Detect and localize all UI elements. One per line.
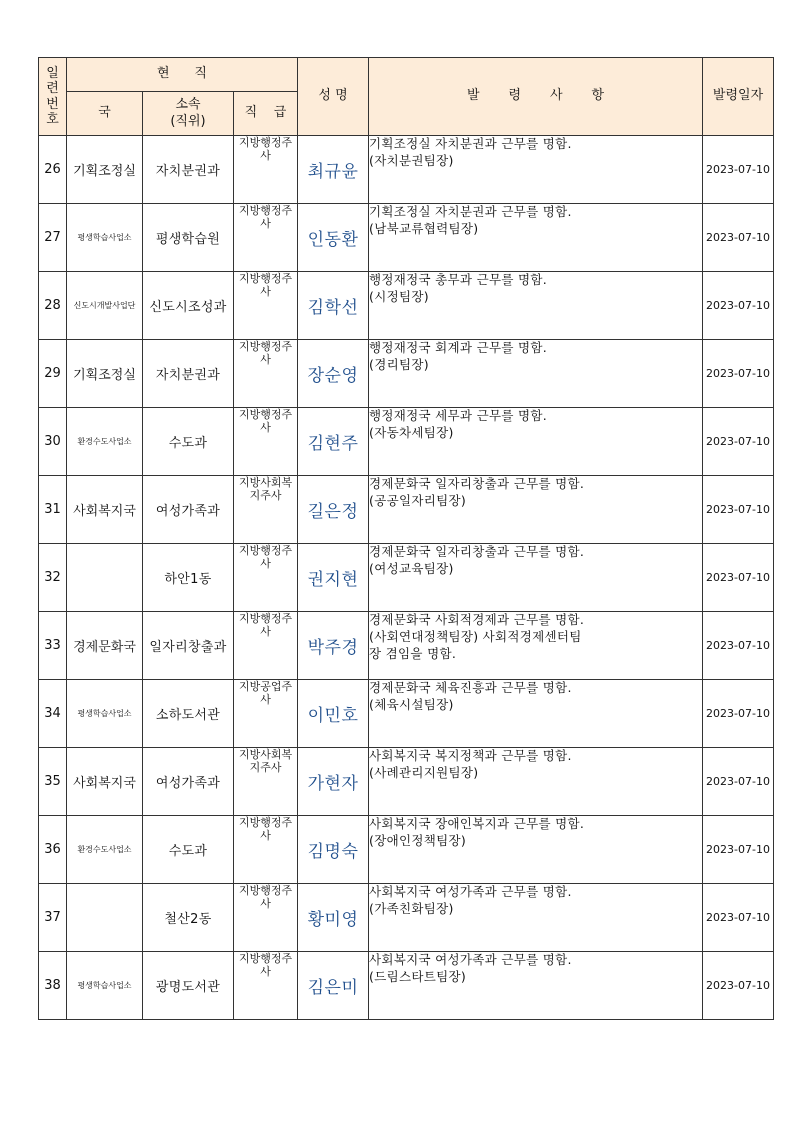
grade-cell [234,544,298,612]
grade-line: 사 [260,829,271,843]
bureau-cell: 경제문화국 [67,612,143,680]
grade-line: 지방행정주 [238,884,293,897]
order-line: (체육시설팀장) [369,696,454,712]
person-name-cell: 길은정 [298,476,369,544]
table-row [39,272,774,340]
order-date-cell: 2023-07-10 [703,408,774,476]
grade-line: 사 [260,897,271,911]
order-date-cell: 2023-07-10 [703,816,774,884]
bureau-header: 국 [67,92,143,136]
grade-cell [234,204,298,272]
order-details-cell [369,884,703,952]
affiliation-cell: 자치분권과 [143,340,234,408]
grade-line: 사 [260,217,271,231]
table-row [39,884,774,952]
grade-line: 지방행정주 [238,408,293,421]
grade-line: 지방행정주 [238,272,293,285]
grade-cell [234,272,298,340]
serial-number-cell: 36 [39,816,67,884]
order-date-cell: 2023-07-10 [703,748,774,816]
order-line: (남북교류협력팀장) [369,220,479,236]
grade-line: 지방행정주 [238,952,293,965]
order-date-cell: 2023-07-10 [703,544,774,612]
person-name-cell: 이민호 [298,680,369,748]
grade-line: 사 [260,353,271,367]
grade-cell [234,408,298,476]
order-line: (드림스타트팀장) [369,968,466,984]
affiliation-header [143,92,234,136]
affiliation-cell: 신도시조성과 [143,272,234,340]
grade-line: 지방행정주 [238,816,293,829]
order-date-cell: 2023-07-10 [703,340,774,408]
bureau-cell: 평생학습사업소 [67,204,143,272]
order-line: (시정팀장) [369,288,429,304]
order-date-cell: 2023-07-10 [703,680,774,748]
bureau-cell: 기획조정실 [67,340,143,408]
order-header: 발 령 사 항 [369,58,703,136]
affiliation-header-line2: (직위) [170,113,206,129]
person-name-cell: 장순영 [298,340,369,408]
person-name-cell: 김학선 [298,272,369,340]
order-line: 경제문화국 일자리창출과 근무를 명함. [369,544,585,559]
grade-line: 사 [260,625,271,639]
order-details-cell [369,272,703,340]
grade-cell [234,884,298,952]
order-line: (경리팀장) [369,356,429,372]
grade-cell [234,612,298,680]
grade-line: 지방사회복 [238,476,293,489]
order-line: (자동차세팀장) [369,424,454,440]
personnel-order-table [38,57,774,1020]
order-line: 사회복지국 여성가족과 근무를 명함. [369,952,572,967]
serial-char: 일 [46,65,59,81]
grade-cell [234,952,298,1020]
grade-cell [234,816,298,884]
grade-header: 직 급 [234,92,298,136]
serial-number-cell: 37 [39,884,67,952]
order-line: 장 겸임을 명함. [369,645,457,661]
bureau-cell: 기획조정실 [67,136,143,204]
order-line: 사회복지국 여성가족과 근무를 명함. [369,884,572,899]
order-details-cell [369,952,703,1020]
grade-cell [234,136,298,204]
grade-line: 사 [260,149,271,163]
person-name-cell: 최규윤 [298,136,369,204]
order-line: 경제문화국 사회적경제과 근무를 명함. [369,612,585,627]
order-details-cell [369,680,703,748]
bureau-cell [67,884,143,952]
table-row [39,136,774,204]
affiliation-cell: 여성가족과 [143,476,234,544]
bureau-cell: 환경수도사업소 [67,816,143,884]
bureau-cell: 사회복지국 [67,476,143,544]
order-line: 행정재정국 총무과 근무를 명함. [369,272,547,287]
order-date-cell: 2023-07-10 [703,272,774,340]
grade-cell [234,340,298,408]
affiliation-cell: 평생학습원 [143,204,234,272]
affiliation-cell: 일자리창출과 [143,612,234,680]
order-date-cell: 2023-07-10 [703,884,774,952]
order-line: (가족친화팀장) [369,900,454,916]
current-position-header: 현 직 [67,58,298,92]
affiliation-cell: 광명도서관 [143,952,234,1020]
person-name-cell: 인동환 [298,204,369,272]
order-details-cell [369,136,703,204]
order-line: 사회복지국 장애인복지과 근무를 명함. [369,816,585,831]
affiliation-cell: 수도과 [143,408,234,476]
order-details-cell [369,816,703,884]
serial-number-cell: 29 [39,340,67,408]
person-name-cell: 김은미 [298,952,369,1020]
order-details-cell [369,340,703,408]
order-line: 경제문화국 체육진흥과 근무를 명함. [369,680,572,695]
table-row [39,340,774,408]
order-details-cell [369,476,703,544]
grade-cell [234,748,298,816]
serial-number-cell: 33 [39,612,67,680]
table-body [39,136,774,1020]
order-line: 기획조정실 자치분권과 근무를 명함. [369,136,572,151]
person-name-cell: 황미영 [298,884,369,952]
grade-line: 사 [260,965,271,979]
table-row [39,748,774,816]
affiliation-cell: 하안1동 [143,544,234,612]
serial-number-cell: 32 [39,544,67,612]
serial-char: 련 [46,81,59,97]
table-header [39,58,774,136]
table-row [39,952,774,1020]
order-line: 행정재정국 회계과 근무를 명함. [369,340,547,355]
person-name-cell: 박주경 [298,612,369,680]
order-date-cell: 2023-07-10 [703,136,774,204]
table-row [39,612,774,680]
serial-number-header [39,58,67,136]
affiliation-cell: 철산2동 [143,884,234,952]
order-line: 행정재정국 세무과 근무를 명함. [369,408,547,423]
grade-line: 지방행정주 [238,204,293,217]
serial-number-cell: 26 [39,136,67,204]
order-line: (여성교육팀장) [369,560,454,576]
order-line: (공공일자리팀장) [369,492,466,508]
grade-line: 지주사 [249,761,282,775]
table-row [39,408,774,476]
order-details-cell [369,748,703,816]
table-row [39,204,774,272]
serial-number-cell: 27 [39,204,67,272]
grade-line: 지방행정주 [238,612,293,625]
affiliation-cell: 수도과 [143,816,234,884]
grade-line: 사 [260,285,271,299]
order-line: 경제문화국 일자리창출과 근무를 명함. [369,476,585,491]
grade-line: 지방행정주 [238,544,293,557]
serial-char: 번 [46,96,59,112]
bureau-cell [67,544,143,612]
affiliation-cell: 여성가족과 [143,748,234,816]
serial-char: 호 [46,111,59,127]
affiliation-header-line1: 소속 [175,97,201,113]
order-line: (사례관리지원팀장) [369,764,479,780]
name-header: 성 명 [298,58,369,136]
grade-cell [234,476,298,544]
grade-line: 사 [260,557,271,571]
serial-number-cell: 35 [39,748,67,816]
grade-line: 지주사 [249,489,282,503]
order-line: 기획조정실 자치분권과 근무를 명함. [369,204,572,219]
table-row [39,680,774,748]
serial-number-cell: 34 [39,680,67,748]
order-details-cell [369,544,703,612]
order-line: (사회연대정책팀장) 사회적경제센터팀 [369,628,582,644]
table-row [39,476,774,544]
grade-cell [234,680,298,748]
grade-line: 사 [260,693,271,707]
grade-line: 사 [260,421,271,435]
table-row [39,816,774,884]
bureau-cell: 사회복지국 [67,748,143,816]
serial-number-cell: 30 [39,408,67,476]
bureau-cell: 신도시개발사업단 [67,272,143,340]
serial-number-cell: 31 [39,476,67,544]
table-row [39,544,774,612]
serial-number-cell: 38 [39,952,67,1020]
serial-number-cell: 28 [39,272,67,340]
order-line: (자치분권팀장) [369,152,454,168]
affiliation-cell: 자치분권과 [143,136,234,204]
order-details-cell [369,408,703,476]
person-name-cell: 권지현 [298,544,369,612]
grade-line: 지방행정주 [238,136,293,149]
order-date-cell: 2023-07-10 [703,476,774,544]
person-name-cell: 김명숙 [298,816,369,884]
grade-line: 지방공업주 [238,680,293,693]
order-date-cell: 2023-07-10 [703,204,774,272]
order-line: (장애인정책팀장) [369,832,466,848]
order-date-cell: 2023-07-10 [703,952,774,1020]
bureau-cell: 평생학습사업소 [67,680,143,748]
date-header: 발령일자 [703,58,774,136]
order-details-cell [369,612,703,680]
person-name-cell: 가현자 [298,748,369,816]
bureau-cell: 평생학습사업소 [67,952,143,1020]
affiliation-cell: 소하도서관 [143,680,234,748]
grade-line: 지방사회복 [238,748,293,761]
person-name-cell: 김현주 [298,408,369,476]
order-details-cell [369,204,703,272]
bureau-cell: 환경수도사업소 [67,408,143,476]
grade-line: 지방행정주 [238,340,293,353]
order-date-cell: 2023-07-10 [703,612,774,680]
order-line: 사회복지국 복지정책과 근무를 명함. [369,748,572,763]
